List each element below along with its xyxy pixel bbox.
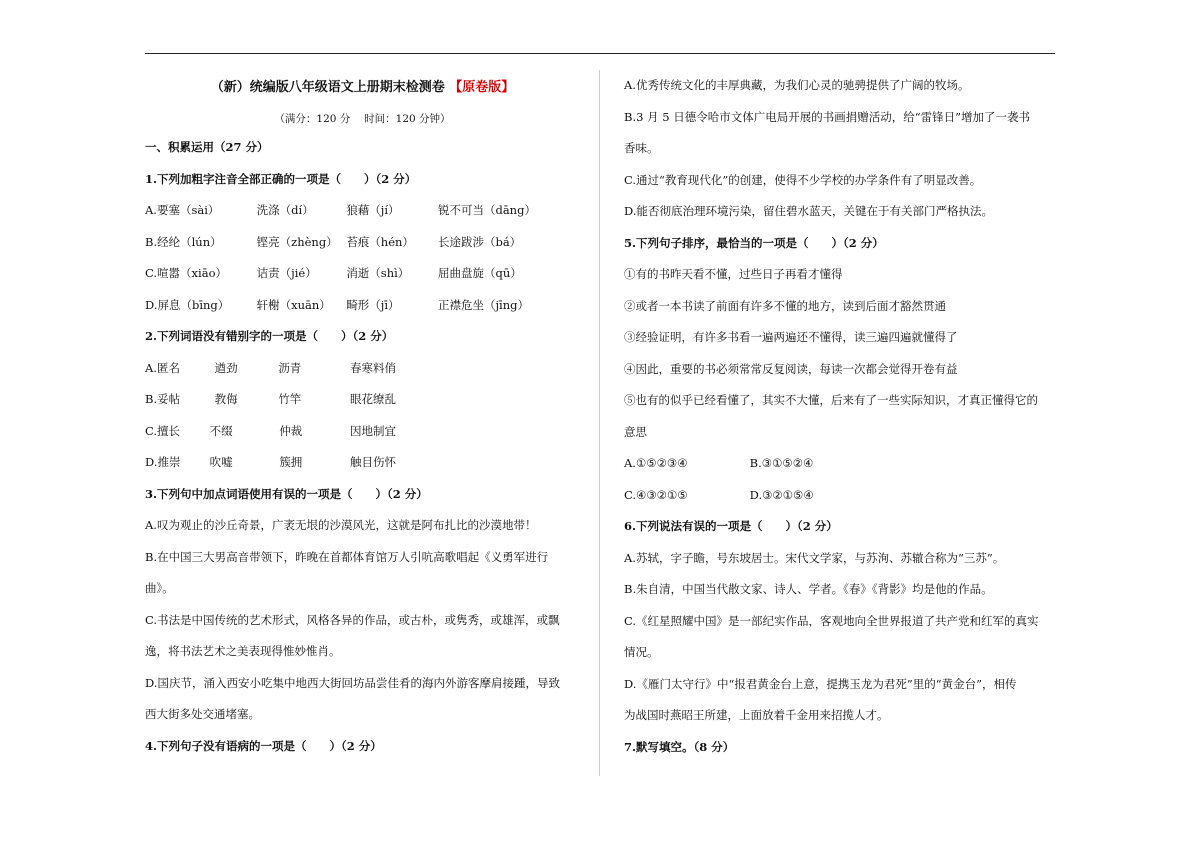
q1-c-1: C.喧嚣（xiāo） [145, 266, 227, 280]
question-3-stem: 3.下列句中加点词语使用有误的一项是（ ）（2 分） [145, 486, 428, 501]
q6-line-5: D.《雁门太守行》中“报君黄金台上意，提携玉龙为君死”里的“黄金台”，相传 [624, 676, 1017, 691]
title-main: （新）统编版八年级语文上册期末检测卷 [210, 80, 445, 95]
q2-a-3: 沥青 [278, 360, 302, 375]
q3-line-1: A.叹为观止的沙丘奇景，广袤无垠的沙漠风光，这就是阿布扎比的沙漠地带！ [145, 518, 537, 532]
q2-option-b [145, 384, 580, 416]
q1-d-2: 轩榭（xuān） [256, 297, 331, 312]
question-5-stem: 5.下列句子排序，最恰当的一项是（ ）（2 分） [624, 235, 884, 250]
q2-b-1: B.妥帖 [145, 392, 181, 406]
q5-options-cd [624, 480, 1056, 512]
q5-option-c: C.④③②①⑤ [624, 487, 688, 502]
q1-option-a [145, 195, 580, 227]
q2-d-4: 触目伤怀 [349, 455, 396, 469]
q1-d-4: 正襟危坐（jīng） [437, 297, 529, 312]
q2-a-2: 遒劲 [214, 360, 238, 375]
q5-sentence-5: ⑤也有的似乎已经看懂了，其实不大懂，后来有了一些实际知识，才真正懂得它的 [624, 393, 1038, 407]
q6-line-4: 情况。 [624, 645, 659, 659]
q6-line-2: B.朱自清，中国当代散文家、诗人、学者。《春》《背影》均是他的作品。 [624, 582, 993, 596]
q1-b-1: B.经纶（lún） [145, 234, 222, 249]
q2-option-d [145, 447, 580, 479]
q2-option-c [145, 416, 580, 448]
q6-line-1: A.苏轼，字子瞻，号东坡居士。宋代文学家，与苏洵、苏辙合称为“三苏”。 [624, 550, 1005, 565]
q2-a-4: 春寒料俏 [349, 360, 396, 375]
question-1-stem: 1.下列加粗字注音全部正确的一项是（ ）（2 分） [145, 171, 417, 186]
q5-sentence-4: ④因此，重要的书必须常常反复阅读，每读一次都会觉得开卷有益 [624, 361, 958, 376]
question-2-stem: 2.下列词语没有错别字的一项是（ ）（2 分） [145, 329, 394, 343]
q6-line-6: 为战国时燕昭王所建，上面放着千金用来招揽人才。 [624, 708, 889, 722]
q1-a-2: 洗涤（dí） [256, 203, 314, 217]
q2-b-4: 眼花缭乱 [349, 392, 396, 406]
q3-line-5: 逸，将书法艺术之美表现得惟妙惟肖。 [145, 644, 341, 658]
q5-options-ab [624, 448, 1056, 480]
q1-option-d [145, 290, 580, 322]
q5-sentence-3: ③经验证明，有许多书看一遍两遍还不懂得，读三遍四遍就懂得了 [624, 330, 958, 344]
q5-sentence-1: ①有的书昨天看不懂，过些日子再看才懂得 [624, 267, 843, 281]
q5-option-d: D.③②①⑤④ [749, 487, 814, 502]
q2-c-3: 仲裁 [279, 423, 303, 438]
q2-b-3: 竹竿 [278, 392, 302, 406]
exam-info: （满分：120 分 时间：120 分钟） [274, 113, 451, 125]
column-divider [599, 70, 600, 776]
q1-a-4: 锐不可当（dāng） [437, 203, 536, 217]
q5-option-a: A.①⑤②③④ [624, 456, 688, 470]
right-column [624, 70, 1056, 763]
q3-line-2: B.在中国三大男高音带领下，昨晚在首都体育馆万人引吭高歌唱起《义勇军进行 [145, 549, 549, 564]
q2-a-1: A.匿名 [145, 360, 180, 375]
section-heading: 一、积累运用（27 分） [145, 140, 269, 154]
q3-line-6: D.国庆节，涌入西安小吃集中地西大街回坊品尝佳肴的海内外游客摩肩接踵，导致 [145, 675, 560, 690]
left-column [145, 70, 580, 762]
page-title [145, 70, 580, 106]
q3-line-4: C.书法是中国传统的艺术形式，风格各异的作品，或古朴，或隽秀，或雄浑，或飘 [145, 612, 560, 627]
question-6-stem: 6.下列说法有误的一项是（ ）（2 分） [624, 519, 838, 533]
question-4-stem: 4.下列句子没有语病的一项是（ ）（2 分） [145, 738, 382, 753]
q1-d-3: 畸形（jī） [346, 297, 400, 312]
q1-option-b [145, 227, 580, 259]
header-rule [145, 53, 1055, 54]
q2-c-4: 因地制宜 [349, 423, 396, 438]
question-7-stem: 7.默写填空。（8 分） [624, 739, 735, 754]
q2-c-2: 不缀 [209, 423, 233, 438]
q2-d-2: 吹嘘 [209, 455, 233, 469]
q1-a-1: A.要塞（sài） [145, 203, 220, 217]
q1-b-2: 铿亮（zhèng） [256, 234, 338, 249]
q1-a-3: 狼藉（jí） [346, 203, 400, 217]
q4-option-d: D.能否彻底治理环境污染，留住碧水蓝天，关键在于有关部门严格执法。 [624, 204, 993, 218]
title-tag: 【原卷版】 [449, 80, 515, 95]
q5-option-b: B.③①⑤②④ [749, 456, 814, 470]
q2-c-1: C.擅长 [145, 423, 181, 438]
q1-d-1: D.屏息（bīng） [145, 297, 230, 312]
q2-option-a [145, 353, 580, 385]
q1-c-3: 消逝（shì） [346, 266, 410, 280]
q3-line-3: 曲》。 [145, 581, 174, 595]
q6-line-3: C.《红星照耀中国》是一部纪实作品，客观地向全世界报道了共产党和红军的真实 [624, 613, 1039, 628]
q1-option-c [145, 258, 580, 290]
q2-b-2: 教侮 [214, 392, 238, 406]
q4-option-c: C.通过“教育现代化”的创建，使得不少学校的办学条件有了明显改善。 [624, 172, 982, 187]
q1-c-4: 屈曲盘旋（qū） [437, 266, 522, 280]
q4-option-b-1: B.3 月 5 日德令哈市文体广电局开展的书画捐赠活动，给“雷锋日”增加了一袭书 [624, 109, 1030, 124]
q4-option-b-2: 香味。 [624, 141, 659, 155]
q5-sentence-5-cont: 意思 [624, 424, 647, 439]
q5-sentence-2: ②或者一本书读了前面有许多不懂的地方，读到后面才豁然贯通 [624, 298, 946, 313]
q4-option-a: A.优秀传统文化的丰厚典藏，为我们心灵的驰骋提供了广阔的牧场。 [624, 78, 970, 92]
q3-line-7: 西大街多处交通堵塞。 [145, 707, 260, 721]
q1-b-4: 长途跋涉（bá） [437, 234, 522, 249]
q1-c-2: 诘责（jié） [256, 266, 317, 280]
q2-d-1: D.推崇 [145, 455, 181, 469]
q1-b-3: 苔痕（hén） [346, 234, 414, 249]
q2-d-3: 簇拥 [279, 455, 303, 469]
